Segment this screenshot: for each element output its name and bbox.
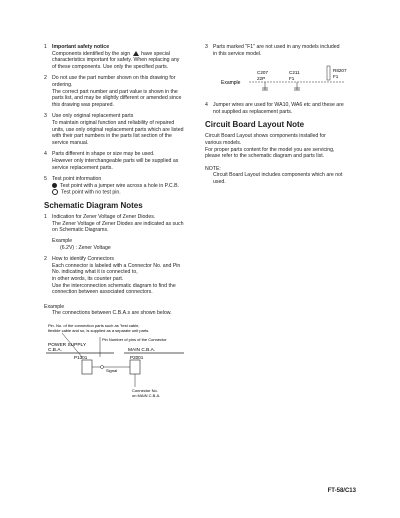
text-line: The connections between C.B.A.s are shown below.: [52, 310, 172, 317]
page-identifier: FT-58/C13: [327, 488, 356, 494]
schematic-note-1: [44, 214, 204, 251]
text-line: Circuit Board Layout includes components which are not: [213, 172, 343, 179]
text-line: various models.: [205, 139, 242, 146]
item-number: 4: [44, 151, 47, 158]
item-number: 3: [44, 113, 47, 120]
main-cba-label: MAIN C.B.A.: [128, 347, 156, 353]
example-part-box: [205, 62, 360, 96]
on-main-label: on MAIN C.B.A.: [132, 392, 161, 398]
item-number: 1: [44, 44, 47, 50]
text-line: please refer to the schematic diagram and parts list.: [205, 153, 325, 160]
note-item-r4: [205, 102, 360, 115]
text-line: Jumper wires are used for WA10, WA6 etc and these are: [213, 102, 344, 109]
item-number: 1: [44, 214, 47, 221]
connector-p2-label: P2001: [130, 354, 144, 360]
example-part-svg: [205, 62, 355, 96]
item-title: How to identify Connectors: [52, 256, 114, 263]
right-column: [205, 44, 360, 186]
part-c211: C211: [289, 70, 300, 76]
circuit-board-layout-heading: Circuit Board Layout Note: [205, 120, 305, 130]
diag-note-2: flexible cable and so, is supplied as a separate unit parts.: [48, 327, 150, 333]
diag-note-1: Pin. No. of the connection parts such as "test cable,: [48, 322, 140, 328]
item-title: Do not use the part number shown on this drawing for: [52, 75, 176, 82]
connector-p1-box: [82, 360, 92, 374]
test-point-filled-icon: [52, 183, 57, 188]
text-line: not supplied as replacement parts.: [213, 108, 293, 115]
note-item-r3: [205, 44, 360, 57]
zener-label: : Zener Voltage: [75, 244, 111, 251]
test-point-open-icon: [52, 189, 58, 195]
warning-triangle-icon: [133, 51, 139, 56]
text-line: units, use only original replacement parts which are listed: [52, 126, 184, 133]
left-column: [44, 44, 204, 417]
text-line: of these components. Use only the specified parts.: [52, 63, 169, 70]
item-title: Important safety notice: [52, 44, 110, 50]
item-title: Indication for Zener Voltage of Zener Diodes.: [52, 214, 156, 221]
text-line: No. indicating what it is connected to,: [52, 269, 138, 276]
text-line: with their part numbers in the parts list section of the: [52, 133, 172, 140]
item-title: Parts different in shape or size may be used.: [52, 151, 155, 158]
item-title: Test point information: [52, 176, 102, 183]
note-item-1: [44, 44, 204, 70]
part-r8207: R8207: [333, 68, 347, 74]
text-line: have special: [141, 50, 170, 57]
power-supply-label: POWER SUPPLY: [48, 342, 87, 348]
text-line: ordering.: [52, 81, 73, 88]
text-line: this drawing was prepared.: [52, 101, 114, 108]
resistor-symbol: [327, 66, 330, 80]
text-line: used.: [213, 178, 226, 185]
text-line: in this service model.: [213, 50, 262, 57]
item-number: 2: [44, 75, 47, 82]
example-label: Example: [52, 238, 73, 245]
text-line: Test point with no test pin.: [61, 189, 121, 196]
part-c211-sub: F1: [289, 76, 295, 82]
connector-p1-label: P1301: [74, 354, 88, 360]
text-line: in other words, its counter part.: [52, 276, 124, 282]
connector-diagram: [44, 317, 204, 417]
zener-value: (6.2V): [60, 244, 75, 251]
item-number: 4: [205, 102, 208, 109]
text-line: parts list, and may be slightly different or amended since: [52, 95, 182, 102]
text-line: For proper parts content for the model you are servicing,: [205, 146, 335, 153]
text-line: Use the interconnection schematic diagram to find the: [52, 282, 176, 289]
connector-no-label: Connector No.: [132, 387, 158, 393]
text-line: Each connector is labeled with a Connector No. and Pin: [52, 262, 181, 269]
signal-label: Signal: [106, 367, 118, 373]
text-line: However only interchangeable parts will be supplied as: [52, 157, 179, 164]
note-item-2: [44, 75, 204, 108]
text-line: To maintain original function and reliability of repaired: [52, 119, 175, 126]
part-r8207-sub: F1: [333, 74, 339, 80]
item-number: 2: [44, 256, 47, 263]
text-line: on Schematic Diagrams.: [52, 227, 109, 234]
text-line: Circuit Board Layout shows components installed for: [205, 133, 326, 140]
connector-diagram-svg: [44, 317, 204, 417]
text-line: Test point with a jumper wire across a hole in P.C.B.: [60, 182, 179, 189]
text-line: The Zener Voltage of Zener Diodes are indicated as such: [52, 220, 184, 227]
text-line: The correct part number and part value is shown in the: [52, 88, 178, 95]
text-line: service replacement parts.: [52, 164, 113, 171]
schematic-note-2: [44, 256, 204, 296]
cba-label: C.B.A.: [48, 347, 62, 353]
item-title: Use only original replacement parts: [52, 113, 134, 120]
note-item-3: [44, 113, 204, 146]
note-item-5: [44, 176, 204, 196]
diag-note-3: Pin Number of pins of the Connector: [102, 336, 167, 342]
note-item-4: [44, 151, 204, 171]
item-number: 3: [205, 44, 208, 50]
note-label: NOTE:: [205, 165, 221, 172]
text-line: Parts marked "F1" are not used in any models included: [213, 44, 340, 50]
text-line: connection between associated connectors.: [52, 289, 153, 296]
part-c207-sub: 22P: [257, 76, 266, 82]
part-c207: C207: [257, 70, 268, 76]
text-line: service manual.: [52, 139, 89, 146]
example-label: Example: [221, 80, 241, 87]
item-number: 5: [44, 176, 47, 183]
text-line: characteristics important for safety. When replacing any: [52, 57, 180, 64]
connector-p2-box: [130, 360, 140, 374]
pin-marker-icon: [101, 365, 104, 368]
text-line: Components identified by the sign: [52, 50, 131, 57]
example-label: Example: [44, 303, 65, 310]
schematic-notes-heading: Schematic Diagram Notes: [44, 201, 143, 211]
